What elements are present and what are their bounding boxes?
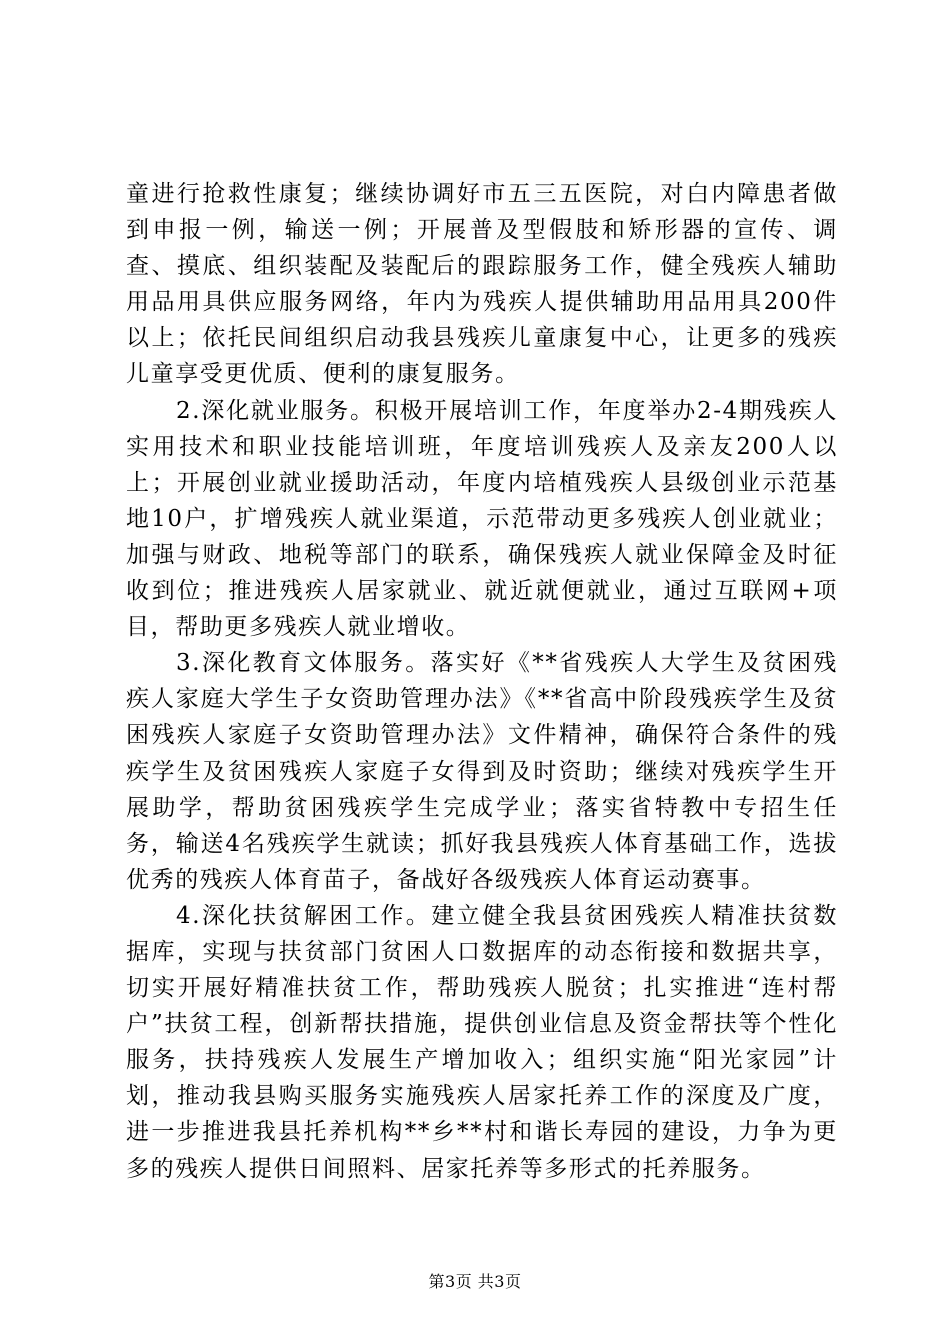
paragraph-poverty-relief: 4.深化扶贫解困工作。建立健全我县贫困残疾人精准扶贫数据库，实现与扶贫部门贫困人口数据库的动态衔接和数据共享，切实开展好精准扶贫工作，帮助残疾人脱贫；扎实推进“连村帮户”扶贫工程，创新帮扶措施，提供创业信息及资金帮扶等个性化服务，扶持残疾人发展生产增加收入；组织实施“阳光家园”计划，推动我县购买服务实施残疾人居家托养工作的深度及广度，进一步推进我县托养机构**乡**村和谐长寿园的建设，力争为更多的残疾人提供日间照料、居家托养等多形式的托养服务。: [126, 902, 838, 1182]
page-number-footer: 第3页 共3页: [428, 1272, 522, 1291]
paragraph-rehab-continued: 童进行抢救性康复；继续协调好市五三五医院，对白内障患者做到申报一例，输送一例；开展普及型假肢和矫形器的宣传、调查、摸底、组织装配及装配后的跟踪服务工作，健全残疾人辅助用品用具供应服务网络，年内为残疾人提供辅助用品用具200件以上；依托民间组织启动我县残疾儿童康复中心，让更多的残疾儿童享受更优质、便利的康复服务。: [126, 181, 838, 388]
paragraph-education-culture-services: 3.深化教育文体服务。落实好《**省残疾人大学生及贫困残疾人家庭大学生子女资助管理办法》《**省高中阶段残疾学生及贫困残疾人家庭子女资助管理办法》文件精神，确保符合条件的残疾学生及贫困残疾人家庭子女得到及时资助；继续对残疾学生开展助学，帮助贫困残疾学生完成学业；落实省特教中专招生任务，输送4名残疾学生就读；抓好我县残疾人体育基础工作，选拔优秀的残疾人体育苗子，备战好各级残疾人体育运动赛事。: [126, 650, 838, 893]
document-body: [126, 176, 838, 1187]
paragraph-employment-services: 2.深化就业服务。积极开展培训工作，年度举办2-4期残疾人实用技术和职业技能培训班，年度培训残疾人及亲友200人以上；开展创业就业援助活动，年度内培植残疾人县级创业示范基地10户，扩增残疾人就业渠道，示范带动更多残疾人创业就业；加强与财政、地税等部门的联系，确保残疾人就业保障金及时征收到位；推进残疾人居家就业、就近就便就业，通过互联网+项目，帮助更多残疾人就业增收。: [126, 397, 838, 641]
